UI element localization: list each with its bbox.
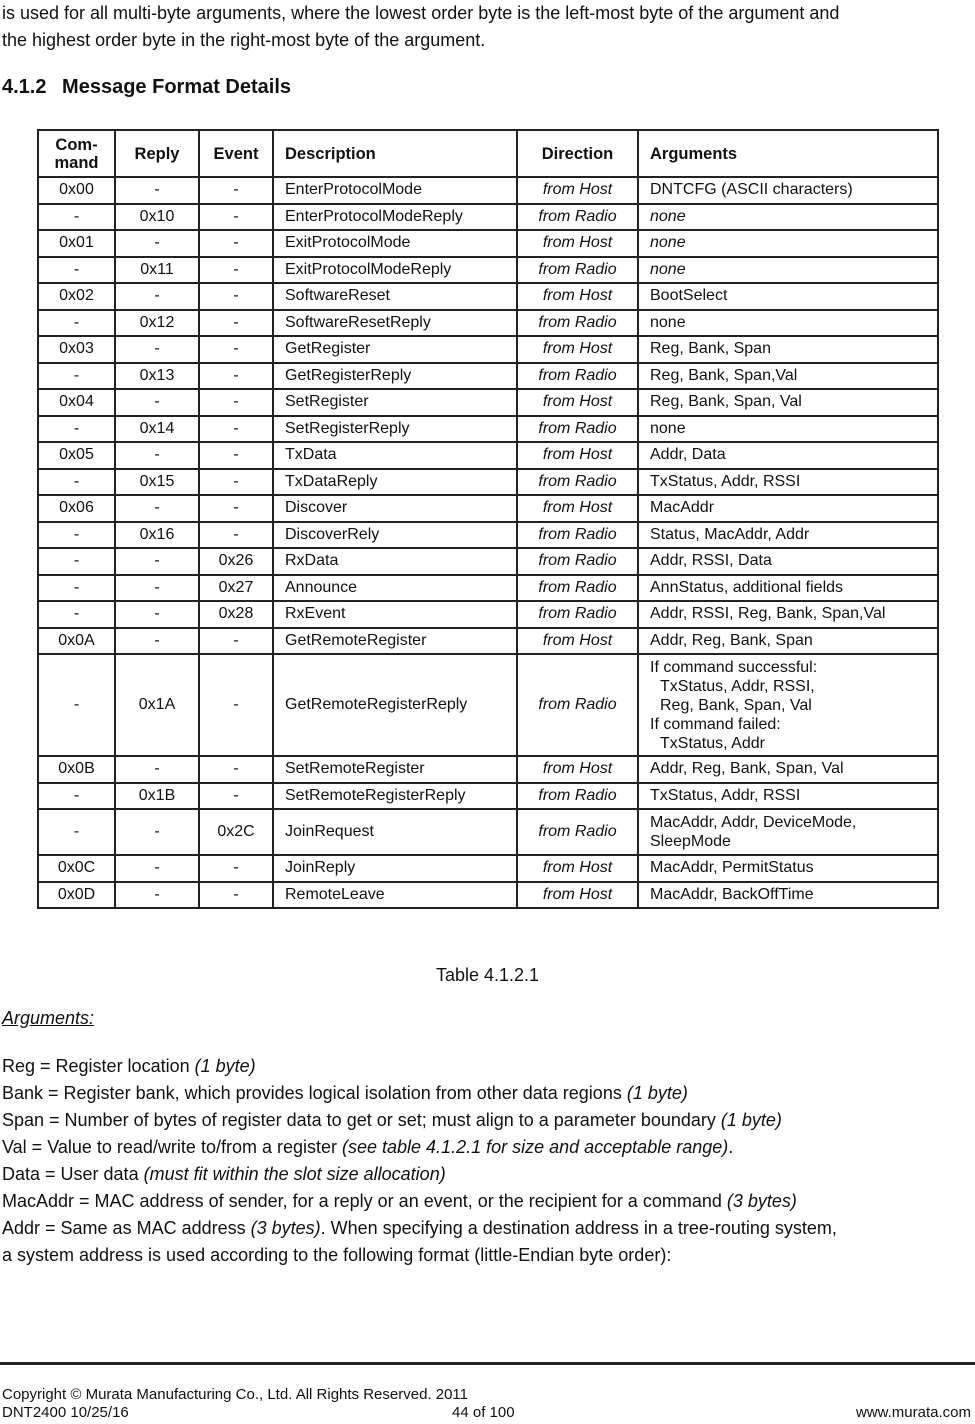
cell-direction: from Host [517,882,638,909]
cell-reply: 0x12 [115,310,199,337]
argument-text: MacAddr = MAC address of sender, for a reply or an event, or the recipient for a command [2,1191,727,1211]
cell-command: 0x0D [38,882,115,909]
cell-description: ExitProtocolModeReply [273,257,517,284]
intro-line-1: is used for all multi-byte arguments, where the lowest order byte is the left-most byte of the argument and [2,3,840,23]
cell-direction: from Host [517,177,638,204]
header-command: Com- mand [38,130,115,177]
cell-arguments: Addr, RSSI, Reg, Bank, Span,Val [638,601,938,628]
cell-event: - [199,855,273,882]
cell-event: - [199,654,273,756]
footer-url: www.murata.com [855,1404,971,1421]
table-row [38,495,938,522]
cell-description: Announce [273,575,517,602]
cell-reply: - [115,177,199,204]
cell-command: - [38,601,115,628]
table-row [38,575,938,602]
cell-arguments: Reg, Bank, Span, Val [638,389,938,416]
cell-direction: from Radio [517,575,638,602]
table-row [38,283,938,310]
intro-line-2: the highest order byte in the right-most byte of the argument. [2,30,486,50]
cell-arguments: MacAddr, BackOffTime [638,882,938,909]
argument-size-note: (see table 4.1.2.1 for size and acceptable range) [342,1137,729,1157]
cell-command: 0x0C [38,855,115,882]
cell-command: - [38,809,115,855]
cell-event: - [199,230,273,257]
argument-definition [2,1215,972,1242]
cell-description: RxData [273,548,517,575]
cell-description: Discover [273,495,517,522]
cell-reply: - [115,389,199,416]
cell-command: 0x02 [38,283,115,310]
cell-event: - [199,495,273,522]
cell-description: EnterProtocolModeReply [273,204,517,231]
cell-event: - [199,882,273,909]
cell-arguments: Reg, Bank, Span,Val [638,363,938,390]
message-format-table [37,129,939,909]
table-row [38,230,938,257]
cell-direction: from Host [517,336,638,363]
cell-reply: - [115,283,199,310]
cell-command: - [38,469,115,496]
cell-arguments: MacAddr, PermitStatus [638,855,938,882]
cell-description: SoftwareReset [273,283,517,310]
cell-arguments: MacAddr [638,495,938,522]
header-description: Description [273,130,517,177]
cell-arguments: TxStatus, Addr, RSSI [638,783,938,810]
cell-description: TxData [273,442,517,469]
cell-event: 0x2C [199,809,273,855]
argument-text: Data = User data [2,1164,144,1184]
cell-description: GetRegister [273,336,517,363]
cell-event: - [199,336,273,363]
cell-event: - [199,257,273,284]
cell-description: DiscoverRely [273,522,517,549]
argument-definition [2,1134,972,1161]
cell-arguments: DNTCFG (ASCII characters) [638,177,938,204]
cell-reply: - [115,756,199,783]
argument-definition [2,1242,972,1269]
table-caption: Table 4.1.2.1 [435,965,540,985]
cell-direction: from Host [517,389,638,416]
argument-text: Val = Value to read/write to/from a register [2,1137,342,1157]
cell-arguments: Addr, Reg, Bank, Span [638,628,938,655]
cell-description: GetRemoteRegister [273,628,517,655]
cell-arguments: none [638,204,938,231]
cell-direction: from Radio [517,783,638,810]
table-row [38,177,938,204]
cell-event: - [199,442,273,469]
table-row [38,855,938,882]
cell-reply: - [115,628,199,655]
argument-line: Reg, Bank, Span, Val [660,696,812,714]
arguments-list [2,1053,972,1269]
cell-direction: from Host [517,855,638,882]
cell-arguments [638,654,938,756]
cell-arguments: none [638,230,938,257]
cell-direction: from Host [517,442,638,469]
table-row [38,442,938,469]
cell-event: - [199,310,273,337]
cell-event: - [199,363,273,390]
cell-reply: - [115,336,199,363]
cell-command: - [38,310,115,337]
cell-reply: 0x1A [115,654,199,756]
intro-paragraph [2,0,972,54]
cell-command: 0x00 [38,177,115,204]
cell-command: 0x05 [38,442,115,469]
cell-command: - [38,204,115,231]
cell-reply: - [115,575,199,602]
cell-reply: 0x16 [115,522,199,549]
cell-event: 0x28 [199,601,273,628]
cell-reply: - [115,855,199,882]
cell-direction: from Host [517,230,638,257]
cell-reply: - [115,442,199,469]
argument-definition [2,1161,972,1188]
argument-definition [2,1107,972,1134]
cell-event: - [199,177,273,204]
argument-size-note: (1 byte) [720,1110,782,1130]
cell-command: 0x06 [38,495,115,522]
cell-event: 0x27 [199,575,273,602]
cell-reply: - [115,601,199,628]
argument-size-note: (must fit within the slot size allocation) [143,1164,446,1184]
cell-reply: - [115,809,199,855]
cell-description: EnterProtocolMode [273,177,517,204]
cell-arguments: Addr, Reg, Bank, Span, Val [638,756,938,783]
table-row [38,389,938,416]
argument-text: Addr = Same as MAC address [2,1218,251,1238]
cell-direction: from Radio [517,204,638,231]
argument-line: If command successful: [650,658,818,676]
argument-size-note: (3 bytes) [250,1218,321,1238]
cell-event: - [199,469,273,496]
cell-arguments: TxStatus, Addr, RSSI [638,469,938,496]
table-body [38,177,938,908]
cell-description: JoinRequest [273,809,517,855]
cell-description: GetRegisterReply [273,363,517,390]
cell-direction: from Radio [517,548,638,575]
cell-direction: from Host [517,283,638,310]
table-row [38,809,938,855]
section-title: Message Format Details [62,76,292,98]
table-row [38,548,938,575]
cell-direction: from Radio [517,601,638,628]
cell-direction: from Radio [517,809,638,855]
cell-direction: from Host [517,756,638,783]
table-row [38,363,938,390]
cell-command: 0x0A [38,628,115,655]
cell-event: 0x26 [199,548,273,575]
argument-text-after: . [728,1137,734,1157]
table-row [38,336,938,363]
table-row [38,469,938,496]
argument-size-note: (1 byte) [626,1083,688,1103]
cell-event: - [199,783,273,810]
cell-arguments: none [638,416,938,443]
header-direction: Direction [517,130,638,177]
argument-definition [2,1053,972,1080]
argument-size-note: (1 byte) [194,1056,256,1076]
cell-description: SetRemoteRegister [273,756,517,783]
argument-text: Bank = Register bank, which provides logical isolation from other data regions [2,1083,627,1103]
cell-command: 0x03 [38,336,115,363]
cell-direction: from Radio [517,257,638,284]
cell-description: GetRemoteRegisterReply [273,654,517,756]
argument-line: If command failed: [650,715,781,733]
cell-command: - [38,575,115,602]
table-row [38,628,938,655]
arguments-title: Arguments: [2,1008,95,1028]
cell-description: SetRemoteRegisterReply [273,783,517,810]
argument-line: SleepMode [650,833,731,850]
cell-direction: from Host [517,495,638,522]
cell-command: - [38,548,115,575]
argument-line: TxStatus, Addr, RSSI, [660,677,815,695]
argument-text-after: . When specifying a destination address in a tree-routing system, [320,1218,837,1238]
table-row [38,416,938,443]
footer-page-number: 44 of 100 [452,1404,515,1421]
cell-reply: 0x10 [115,204,199,231]
cell-arguments: none [638,310,938,337]
table-row [38,257,938,284]
cell-arguments: Addr, RSSI, Data [638,548,938,575]
cell-event: - [199,283,273,310]
cell-reply: 0x14 [115,416,199,443]
header-arguments: Arguments [638,130,938,177]
section-heading [2,76,291,99]
cell-direction: from Radio [517,310,638,337]
cell-command: - [38,654,115,756]
argument-definition [2,1188,972,1215]
cell-event: - [199,389,273,416]
cell-reply: - [115,230,199,257]
table-row [38,654,938,756]
cell-arguments: BootSelect [638,283,938,310]
cell-command: - [38,363,115,390]
cell-arguments [638,809,938,855]
cell-reply: - [115,495,199,522]
cell-command: - [38,522,115,549]
footer-copyright: Copyright © Murata Manufacturing Co., Ltd. All Rights Reserved. 2011 [2,1386,469,1403]
cell-reply: 0x13 [115,363,199,390]
cell-direction: from Host [517,628,638,655]
cell-description: JoinReply [273,855,517,882]
cell-direction: from Radio [517,363,638,390]
cell-arguments: AnnStatus, additional fields [638,575,938,602]
cell-command: 0x0B [38,756,115,783]
header-reply: Reply [115,130,199,177]
cell-direction: from Radio [517,416,638,443]
cell-direction: from Radio [517,522,638,549]
cell-command: 0x04 [38,389,115,416]
table-header-row [38,130,938,177]
footer-rule [0,1362,975,1365]
cell-command: - [38,783,115,810]
cell-description: RxEvent [273,601,517,628]
cell-reply: 0x1B [115,783,199,810]
table-row [38,204,938,231]
cell-arguments: none [638,257,938,284]
argument-text: Reg = Register location [2,1056,195,1076]
cell-command: - [38,416,115,443]
cell-event: - [199,756,273,783]
cell-description: SoftwareResetReply [273,310,517,337]
argument-text: Span = Number of bytes of register data to get or set; must align to a parameter boundary [2,1110,721,1130]
section-number: 4.1.2 [2,76,47,98]
cell-reply: - [115,882,199,909]
cell-event: - [199,416,273,443]
table-row [38,882,938,909]
cell-arguments: Status, MacAddr, Addr [638,522,938,549]
cell-command: - [38,257,115,284]
cell-description: RemoteLeave [273,882,517,909]
table-row [38,310,938,337]
cell-event: - [199,628,273,655]
table-row [38,756,938,783]
cell-reply: 0x15 [115,469,199,496]
argument-definition [2,1080,972,1107]
cell-command: 0x01 [38,230,115,257]
argument-line: MacAddr, Addr, DeviceMode, [650,814,857,831]
cell-arguments: Reg, Bank, Span [638,336,938,363]
table-row [38,601,938,628]
table-row [38,522,938,549]
table-row [38,783,938,810]
cell-reply: - [115,548,199,575]
argument-line: TxStatus, Addr [660,734,765,752]
cell-description: ExitProtocolMode [273,230,517,257]
cell-direction: from Radio [517,469,638,496]
cell-description: TxDataReply [273,469,517,496]
cell-arguments: Addr, Data [638,442,938,469]
cell-event: - [199,204,273,231]
argument-size-note: (3 bytes) [726,1191,797,1211]
cell-direction: from Radio [517,654,638,756]
cell-description: SetRegister [273,389,517,416]
header-event: Event [199,130,273,177]
cell-event: - [199,522,273,549]
cell-reply: 0x11 [115,257,199,284]
footer-doc-id: DNT2400 10/25/16 [2,1404,129,1421]
argument-text: a system address is used according to the following format (little-Endian byte order): [2,1245,672,1265]
cell-description: SetRegisterReply [273,416,517,443]
